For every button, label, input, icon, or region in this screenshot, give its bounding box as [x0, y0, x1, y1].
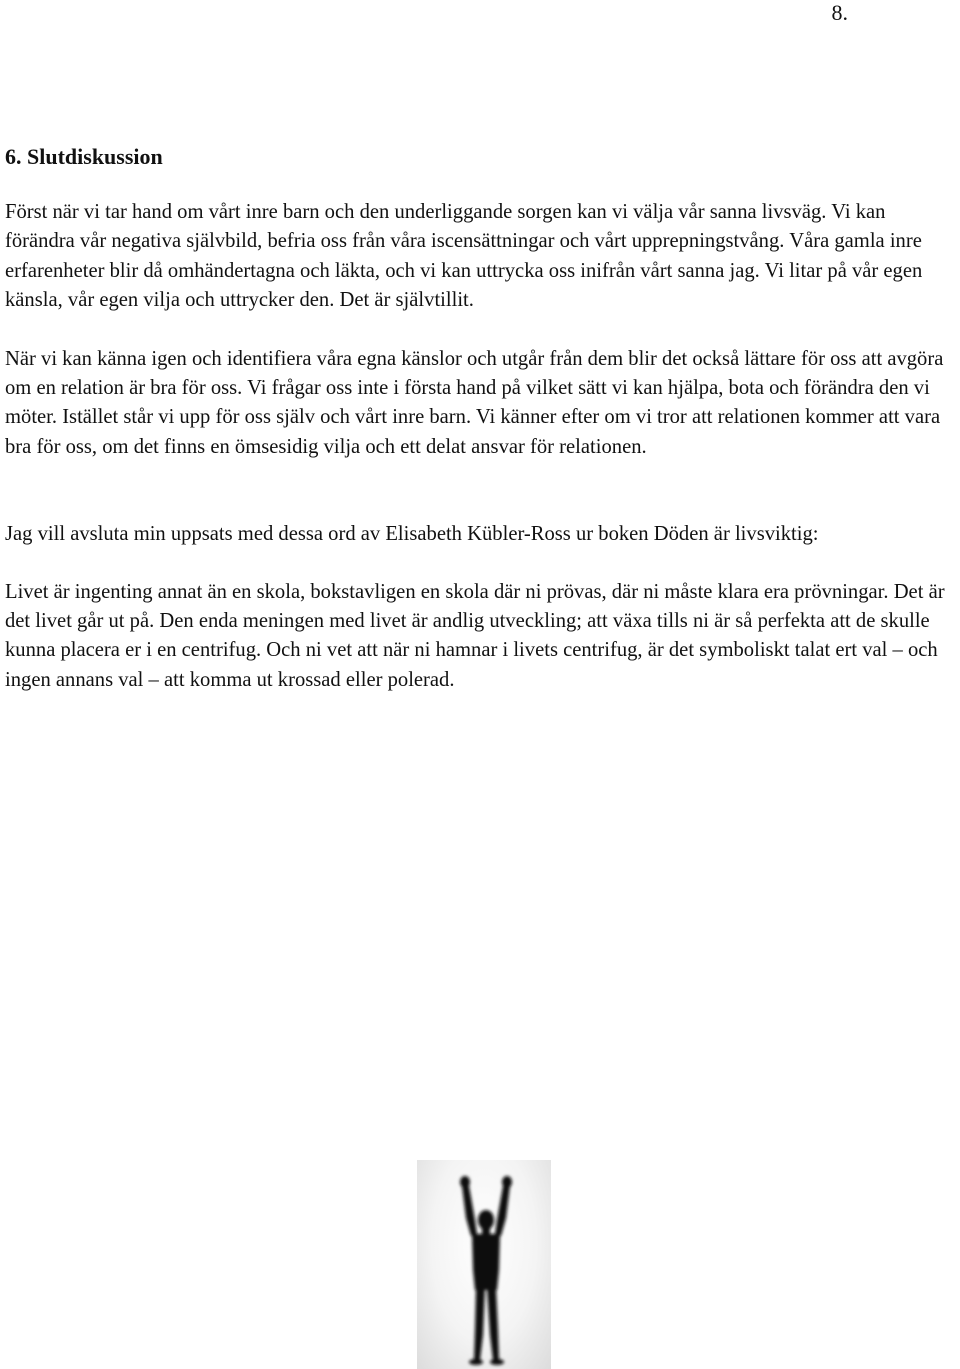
paragraph-quote: Livet är ingenting annat än en skola, bokstavligen en skola där ni prövas, där ni måste klara era prövningar. Det är det livet går ut på. Den enda meningen med livet är andlig utveckling; att växa tills ni är så perfekta att de skulle kunna placera er i en centrifug. Och ni vet att när ni hamnar i livets centrifug, är det symboliskt talat ert val – och ingen annans val – att komma ut krossad eller polerad. — [5, 580, 945, 691]
paragraph-quote-intro: Jag vill avsluta min uppsats med dessa ord av Elisabeth Kübler-Ross ur boken Döden är livsviktig: — [5, 523, 819, 546]
person-arms-raised-image — [417, 1160, 551, 1369]
document-body — [5, 142, 957, 695]
page-number: 8. — [831, 0, 848, 25]
paragraph-conclusion-1: Först när vi tar hand om vårt inre barn och den underliggande sorgen kan vi välja vår sanna livsväg. Vi kan förändra vår negativa självbild, befria oss från våra iscensättningar och vårt upprepningstvång. Våra gamla inre erfarenheter blir då omhändertagna och läkta, och vi kan uttrycka oss inifrån vårt sanna jag. Vi litar på vår egen känsla, vår egen vilja och uttrycker den. Det är självtillit. — [5, 201, 923, 312]
person-silhouette-icon — [417, 1160, 551, 1369]
section-heading: 6. Slutdiskussion — [5, 144, 163, 169]
paragraph-conclusion-2: När vi kan känna igen och identifiera våra egna känslor och utgår från dem blir det också lättare för oss att avgöra om en relation är bra för oss. Vi frågar oss inte i första hand på vilket sätt vi kan hjälpa, bota och förändra den vi möter. Istället står vi upp för oss själv och vårt inre barn. Vi känner efter om vi tror att relationen kommer att vara bra för oss, om det finns en ömsesidig vilja och ett delat ansvar för relationen. — [5, 347, 944, 458]
